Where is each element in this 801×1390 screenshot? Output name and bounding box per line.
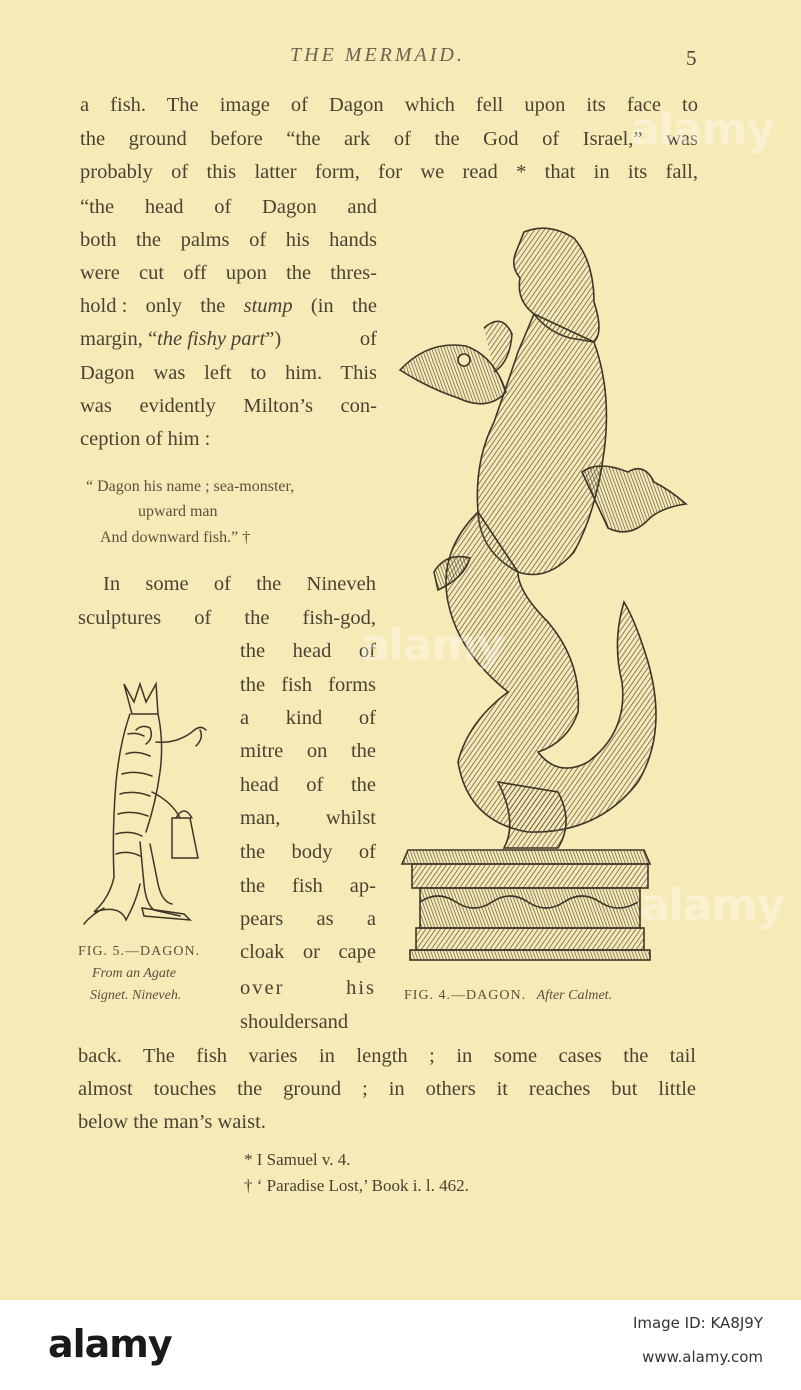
stock-url[interactable]: www.alamy.com — [642, 1348, 763, 1366]
page-number: 5 — [686, 46, 697, 70]
left-col-line-5: margin, “the fishy part”) of — [80, 328, 377, 350]
narrow-line-4: mitre on the — [240, 740, 376, 762]
fig5-source-1: From an Agate — [92, 966, 176, 981]
watermark: alamy — [630, 104, 774, 155]
narrow-line-12: shouldersand — [240, 1011, 349, 1033]
fig5-source-2: Signet. Nineveh. — [90, 988, 182, 1003]
left-col-line-4: hold : only the stump (in the — [80, 295, 377, 317]
fishy-part-phrase: the fishy part — [157, 328, 266, 350]
stump-word: stump — [243, 295, 293, 317]
footnote-2: † ‘ Paradise Lost,’ Book i. l. 462. — [244, 1176, 469, 1195]
left-col-line-8: ception of him : — [80, 428, 211, 450]
alamy-logo: alamy — [48, 1322, 172, 1366]
narrow-line-9: pears as a — [240, 908, 376, 930]
body-line-1: a fish. The image of Dagon which fell upon its face to — [80, 94, 698, 116]
image-id: Image ID: KA8J9Y — [632, 1314, 763, 1332]
left-col-line-2: both the palms of his hands — [80, 229, 377, 251]
left-col-line-3: were cut off upon the thres- — [80, 262, 377, 284]
narrow-line-2: the fish forms — [240, 674, 376, 696]
quote-line-1: “ Dagon his name ; sea-monster, — [86, 478, 295, 495]
nineveh-line-1: In some of the Nineveh — [103, 573, 376, 595]
fig4-source: After Calmet. — [536, 988, 613, 1003]
page-header — [0, 44, 801, 74]
body-line-3: probably of this latter form, for we read * that in its fall, — [80, 161, 698, 183]
footnote-1: * I Samuel v. 4. — [244, 1150, 351, 1169]
narrow-line-6: man, whilst — [240, 807, 376, 829]
narrow-line-5: head of the — [240, 774, 376, 796]
closing-line-1: back. The fish varies in length ; in some cases the tail — [78, 1045, 696, 1067]
body-line-2: the ground before “the ark of the God of Israel,” was — [80, 128, 698, 150]
fig5-label: FIG. 5.—DAGON. — [78, 944, 201, 959]
closing-line-3: below the man’s waist. — [78, 1111, 266, 1133]
fig4-dagon-engraving — [398, 222, 694, 980]
quote-line-2: upward man — [138, 503, 218, 520]
left-col-line-7: was evidently Milton’s con- — [80, 395, 377, 417]
fig5-caption — [78, 944, 200, 960]
fig4-caption — [404, 988, 612, 1004]
narrow-line-7: the body of — [240, 841, 376, 863]
narrow-line-8: the fish ap- — [240, 875, 376, 897]
quote-line-3: And downward fish.” † — [100, 529, 251, 546]
nineveh-line-2: sculptures of the fish-god, — [78, 607, 376, 629]
closing-line-2: almost touches the ground ; in others it reaches but little — [78, 1078, 696, 1100]
narrow-line-11: over his — [240, 977, 376, 999]
narrow-line-1: the head of — [240, 640, 376, 662]
narrow-line-3: a kind of — [240, 707, 376, 729]
narrow-line-10: cloak or cape — [240, 941, 376, 963]
running-title: THE MERMAID. — [290, 44, 465, 66]
left-col-line-6: Dagon was left to him. This — [80, 362, 377, 384]
watermark: alamy — [360, 620, 504, 671]
watermark: alamy — [640, 880, 784, 931]
fig4-label: FIG. 4.—DAGON. — [404, 988, 527, 1003]
fig5-dagon-drawing — [80, 672, 212, 934]
stock-photo-bar — [0, 1300, 801, 1390]
left-col-line-1: “the head of Dagon and — [80, 196, 377, 218]
